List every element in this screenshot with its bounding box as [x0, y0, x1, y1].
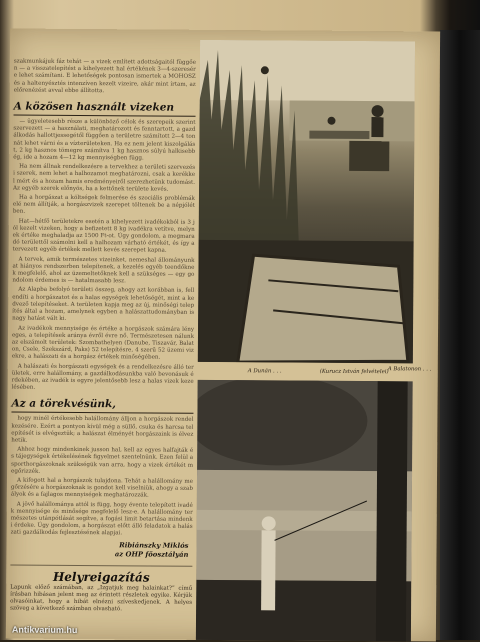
photo-duna	[196, 380, 413, 642]
caption-balaton: A Balatonon . . .	[387, 366, 432, 373]
section3-heading: Az a törekvésünk,	[11, 398, 193, 414]
section2-paragraph: Az ivadékok mennyisége és értéke a horgászok számára lényeges, a telepítések aránya évről évre nő. Természetesen nálunk az elszámolt területek: Szombathelyen (Danube, Tiszavár, Balaton, Csele, Szekszárd, Paks) 52 telepítésre, 4 szerű 52 üzemi vizekre, a halászati és a horgász értékek minőségében.	[11, 325, 195, 361]
intro-paragraph: szakmunkájuk fáz tehát — a vizek említett adottságaitól függően — a visszatelepítést a kihelyezett hal értékének 3—4-szeresére lehet számítani. E lehetőségek pontosan ismertek a MOHOSZ és a haltenyésztés intenzíven kezelt vizeire, akár mint írtam, az előrenézést avval ebbe állította.	[13, 58, 196, 94]
section1-paragraph: Ha nem állnak rendelkezésre a tervekhez a területi szervezési szerek, nem lehet a halhozamot meghatározni, csak a kerékkel mért és a hozam hamis eredményeiről szerezhetünk tudomást. Az egyéb szerek előnyös, ha a kettőnek területe kevés.	[12, 163, 196, 193]
section1-paragraph: Ha a horgászat a költségek felmerése és szociális problémák elé nem állítják, a horgászvizek szerepet töltenek be a népjólétben.	[12, 194, 195, 216]
section2-paragraph: A tervek, amik természetes vizeinket, nemeshal állományunkat hiányos rendszerben telepítenek, a kezelés egyéb teendőknek megfelelő, ahol az üzemeltetőknek kell a szükséges — egy gondolom érdemes is — hatalmasabb lesz.	[12, 256, 195, 285]
photo-balaton	[198, 40, 415, 363]
section1-paragraph: Hat—hétfő területekre esetén a kihelyezett ivadékokból is 3 jól kezelt vizeken, hogy a befizetett 8 kg ivadékra vetítve, melynek értéke meghaladja az 1500 Ft-ot. Úgy gondolom, a megmaradó területtől számolni kell a halhozam várható értékét, és így a tervezett egyéb értékek mellett kevés szerepet kapna.	[12, 218, 195, 255]
section3-paragraph: A kifogott hal a horgászok tulajdona. Tehát a halállomány megőrzésére a horgászoknak is gondot kell viselniük, ahogy a szabályok és a fajlagos mennyiségek meghatározzák.	[10, 477, 193, 499]
photo-duna-illustration	[196, 380, 413, 642]
section2-paragraph: A halászati és horgászati egységek és a rendelkezésre álló területek, erre halállomány, a gazdálkodásunkba való bevonásuk érdekében, az ivadék is egyre jelentősebb lesz a halas vizek kezelésében.	[11, 363, 194, 391]
section3-paragraph: Ahhoz hogy mindenkinek jusson hal, kell az egyes halfajták és tájegységek értékelésének figyelmet szentelnünk. Ezen felül a sporthorgászoknak szükségük van arra, hogy a vizek értékét megőrizzék.	[11, 446, 194, 475]
watermark: Antikvarium.hu	[11, 624, 78, 635]
section1-heading: A közösen használt vizeken	[14, 101, 196, 117]
section3-paragraph: hogy minél értékesebb halállomány álljon a horgászok rendelkezésére. Ezért a pontyon kívül még a süllő, csuka és harcsa telepítését is elvégeztük; a halászat élményét horgászaink is élvezhetik.	[11, 415, 194, 444]
text-column	[6, 59, 200, 640]
section3-paragraph: A jövő halállománya attól is függ, hogy évente telepített ivadék mennyisége és minősége megfelelő lesz-e. A halállomány természetes utánpótlását segítve, a fogási limit betartása mindenki érdeke. Úgy gondolom, a horgászat előtt álló feladatok a halászati gazdálkodás fejlesztésének alapjai.	[10, 501, 193, 537]
divider	[10, 564, 192, 566]
section2-paragraph: Az Alapba befolyó területi összeg, ahogy azt korábban is, fellendíti a horgászatot és a halas egységek lehetőségét, mint a kedvező telepítéseket. A területen kapja meg az új, minőségi telepítés által a hozam, amelynek egyben a halászattudományban is nagy hatást vált ki.	[12, 287, 195, 323]
correction-heading: Helyreigazítás	[52, 569, 150, 585]
caption-photographer: (Kurucz István felvételei)	[319, 368, 389, 376]
caption-duna: A Dunán . . .	[247, 368, 282, 375]
photo-balaton-illustration	[198, 40, 415, 363]
magazine-page	[6, 29, 440, 642]
correction-text: Lapunk előző számában, az „Izgatjuk meg halainkat?” című írásban hibásan jelent meg az érintett részletek egyike. Kérjük olvasóinkat, hogy a hibát elnézni szíveskedjenek. A helyes szöveg a következő számban olvasható.	[10, 584, 193, 613]
author-title: az OHP főosztályán	[114, 549, 189, 559]
author-name: Ribiánszky Miklós	[119, 540, 189, 550]
section1-paragraph: — ügyeletesebb része a különböző célok és szerepeik szerint szervezett — a használati, meghatározott és fenntartott, a gazdálkodás hallottjessegétől függően a területre számított 2—4 tonnát lehet várni és a vízterületeken. Ha ez nem jelent kiszolgálást, 2 kg hasznos tömegre számítva 1 kg hasznos súlyú halkisebbég, ide a hozam 4—12 kg mennyiségben függ.	[13, 118, 196, 162]
book-spine	[440, 30, 480, 640]
author-signature	[10, 540, 188, 559]
